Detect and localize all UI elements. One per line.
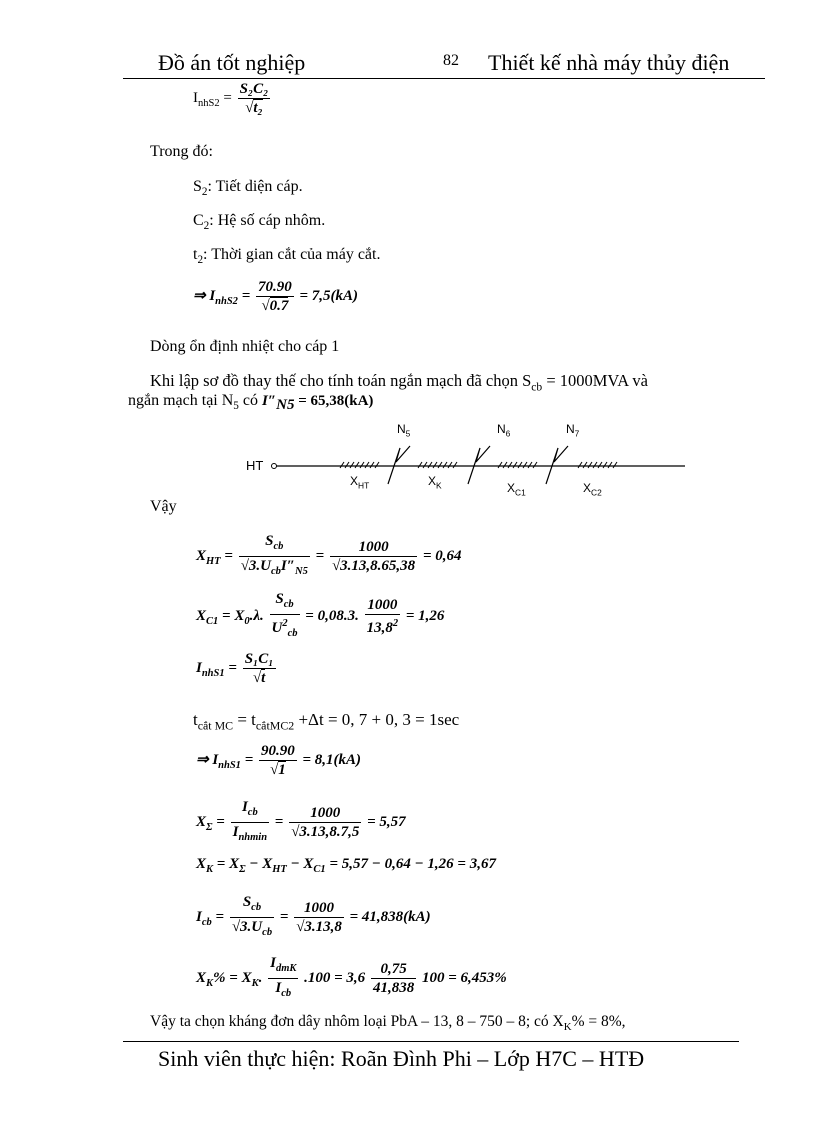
header-left: Đồ án tốt nghiệp xyxy=(158,50,306,75)
diagram-xc1-label: $X_{C1}$ xyxy=(507,481,526,498)
circuit-diagram xyxy=(240,418,690,498)
eq-inhs1: $I_{nhS1}$ = $\frac{\text{S₁C₁}}{√t}$ xyxy=(196,651,274,686)
diagram-n6-label: $N_6$ xyxy=(497,422,511,439)
eq-inhs1-value: ⇒ $I_{nhS1}$ = $\frac{90.90}{√1}$ = 8,1(kA) xyxy=(196,743,362,778)
eq-xsum: $X_\Sigma$ = $\frac{I_{cb}}{I_{nhmin}}$ = $\frac{1000}{√3.13,8.7,5}$ = 5,57 xyxy=(196,799,406,843)
reactance-xht xyxy=(340,462,379,468)
para1-line1: Khi lập sơ đồ thay thế cho tính toán ngắn mạch đã chọn $S_{cb} = 1000MVA$ và xyxy=(150,371,648,394)
diagram-xc2-label: $X_{C2}$ xyxy=(583,481,602,498)
eq-xk-percent: $X_K\% = X_K$. $\frac{I_{dmK}}{I_{cb}}$ .100 = 3,6 $\frac{0,75}{41,838}$ 100 = 6,453% xyxy=(196,955,507,999)
dong-on-dinh: Dòng ổn định nhiệt cho cáp 1 xyxy=(150,338,340,355)
diagram-ht-label: HT xyxy=(246,458,264,473)
eq-inhs2: $I_{nhS2}$ = $\frac{\text{S₂C₂}}{\text{√t₂}}$ xyxy=(193,81,269,116)
fault-symbol-n7 xyxy=(546,446,568,484)
header-right: Thiết kế nhà máy thủy điện xyxy=(488,50,730,75)
header-rule xyxy=(123,78,765,79)
def-c2: $C_2$: Hệ số cáp nhôm. xyxy=(193,212,326,233)
para1-line2: ngắn mạch tại $N_5$ có $I''_{N5} = 65,38(kA)$ xyxy=(128,392,374,414)
diagram-n7-label: $N_7$ xyxy=(566,422,580,439)
eq-xht: $X_{HT}$ = $\frac{S_{cb}}{√3.U_{cb}I''_{N5}}$ = $\frac{1000}{√3.13,8.65,38}$ = 0,64 xyxy=(196,533,462,577)
diagram-n5-label: $N_5$ xyxy=(397,422,411,439)
footer-text: Sinh viên thực hiện: Roãn Đình Phi – Lớp H7C – HTĐ xyxy=(158,1046,645,1071)
reactance-xc2 xyxy=(578,462,617,468)
diagram-xht-label: $X_{HT}$ xyxy=(350,474,370,491)
eq-icb: $I_{cb}$ = $\frac{S_{cb}}{√3.U_{cb}}$ = $\frac{1000}{√3.13,8}$ = 41,838(kA) xyxy=(196,894,431,938)
trong-do: Trong đó: xyxy=(150,143,213,160)
diagram-xk-label: $X_K$ xyxy=(428,474,442,491)
page-number: 82 xyxy=(443,52,459,69)
reactance-xc1 xyxy=(498,462,537,468)
reactance-xk xyxy=(418,462,457,468)
fault-symbol-n5 xyxy=(388,446,410,484)
footer-rule xyxy=(123,1041,739,1042)
eq-tcat: $t_{cắt MC} = t_{cắtMC2} +\Delta t = 0$, 7 + 0, 3 = 1sec xyxy=(193,710,460,733)
eq-xc1: $X_{C1} = X_0.\lambda$. $\frac{S_{cb}}{U^2_{cb}}$ = 0,08.3. $\frac{1000}{13,8^2}$ = 1,26 xyxy=(196,591,445,639)
eq-xk: $X_K = X_\Sigma - X_{HT} - X_{C1} = 5,57 - 0,64 - 1,26 = 3,67$ xyxy=(196,856,496,875)
last-line: Vậy ta chọn kháng đơn dây nhôm loại PbA – 13, 8 – 750 – 8; có $X_K\% = 8\%$, xyxy=(150,1013,626,1034)
eq-inhs2-value: ⇒ $I_{nhS2}$ = $\frac{70.90}{√0.7}$ = 7,5(kA) xyxy=(193,279,359,314)
def-t2: $t_2$: Thời gian cắt của máy cắt. xyxy=(193,246,381,267)
fault-symbol-n6 xyxy=(468,446,490,484)
def-s2: $S_2$: Tiết diện cáp. xyxy=(193,178,303,199)
vay-label: Vậy xyxy=(150,498,177,515)
